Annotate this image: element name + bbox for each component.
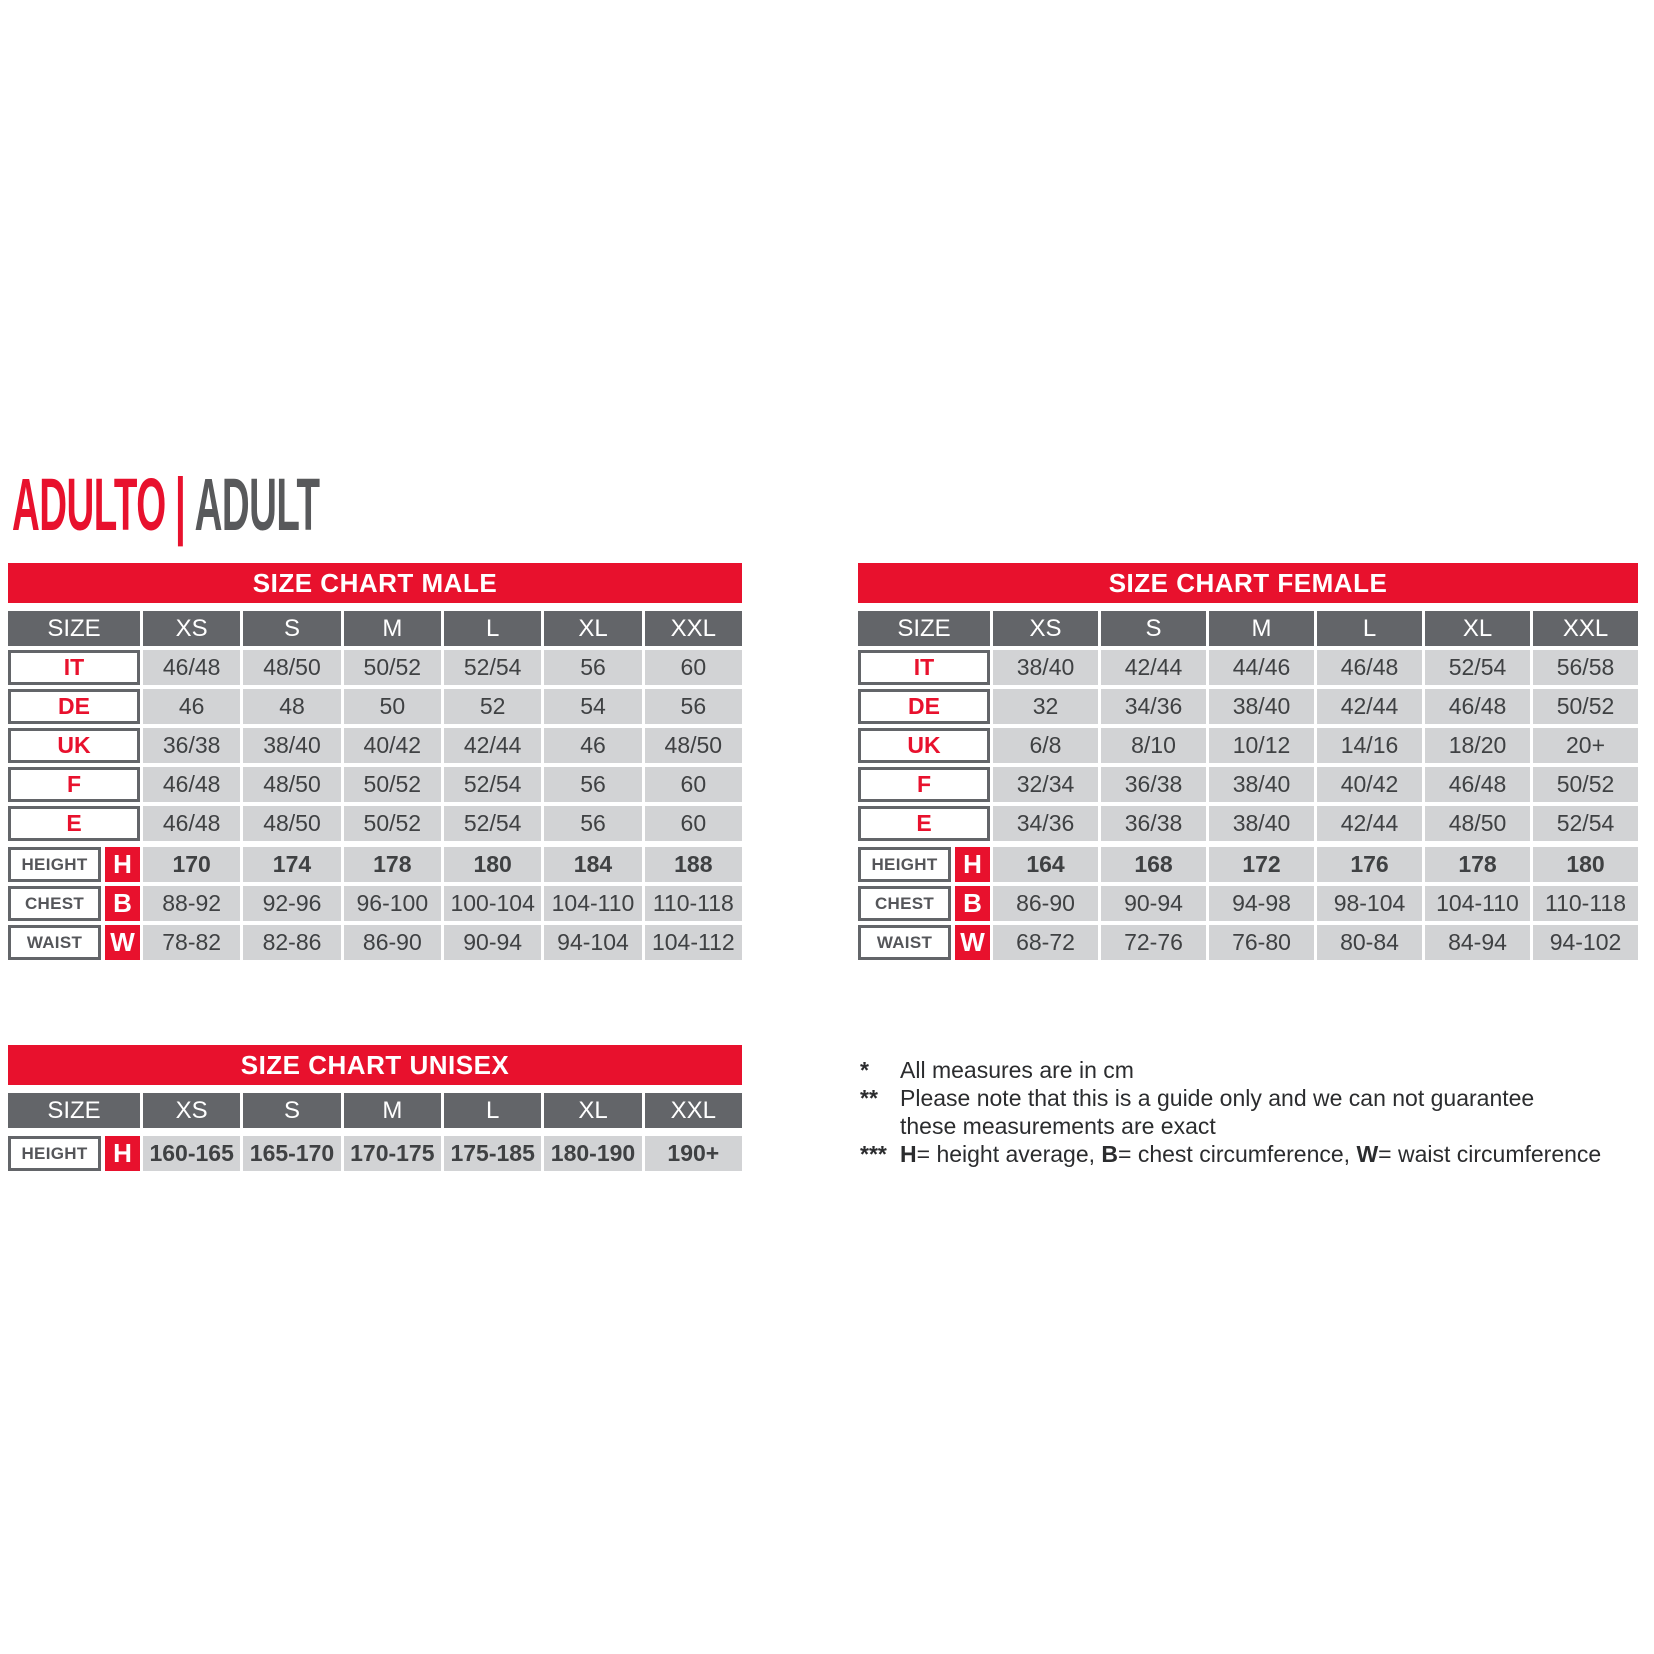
size-value: 44/46	[1209, 650, 1314, 685]
footnotes	[860, 1056, 1654, 1168]
male-col-xxl: XXL	[645, 611, 742, 646]
female-column-header-row	[858, 611, 1638, 646]
waist-value: 82-86	[243, 925, 340, 960]
size-chart-unisex	[8, 1045, 742, 1175]
chest-value: 88-92	[143, 886, 240, 921]
male-col-s: S	[243, 611, 340, 646]
height-value: 178	[1425, 847, 1530, 882]
male-row-waist	[8, 925, 742, 960]
size-value: 18/20	[1425, 728, 1530, 763]
size-value: 54	[544, 689, 641, 724]
size-value: 46	[143, 689, 240, 724]
footnote-marker: ***	[860, 1141, 887, 1167]
size-chart-male-title: SIZE CHART MALE	[8, 563, 742, 603]
size-value: 52/54	[1425, 650, 1530, 685]
female-size-header-cell: SIZE	[858, 611, 990, 646]
height-value: 170-175	[344, 1136, 441, 1171]
waist-value: 94-104	[544, 925, 641, 960]
size-value: 46/48	[1317, 650, 1422, 685]
height-value: 175-185	[444, 1136, 541, 1171]
footnote-measures-cm	[860, 1056, 1654, 1084]
size-value: 46/48	[1425, 689, 1530, 724]
size-value: 34/36	[993, 806, 1098, 841]
chest-label: CHEST	[858, 886, 951, 921]
female-row-e	[858, 806, 1638, 841]
footnote-text-line1: Please note that this is a guide only and we can not guarantee	[900, 1085, 1535, 1111]
chest-value: 92-96	[243, 886, 340, 921]
height-value: 174	[243, 847, 340, 882]
size-value: 36/38	[1101, 767, 1206, 802]
female-row-label-e: E	[858, 806, 990, 841]
height-value: 180-190	[544, 1136, 641, 1171]
title-secondary: ADULT	[194, 463, 320, 546]
size-value: 48/50	[645, 728, 742, 763]
male-col-xs: XS	[143, 611, 240, 646]
female-col-s: S	[1101, 611, 1206, 646]
legend-w-text: = waist circumference	[1378, 1141, 1602, 1167]
height-value: 180	[444, 847, 541, 882]
legend-h-text: = height average,	[916, 1141, 1102, 1167]
height-value: 165-170	[243, 1136, 340, 1171]
size-chart-male	[8, 563, 742, 964]
male-row-e	[8, 806, 742, 841]
footnote-text-line2: these measurements are exact	[900, 1113, 1216, 1139]
size-value: 38/40	[1209, 767, 1314, 802]
female-row-waist	[858, 925, 1638, 960]
size-value: 42/44	[1317, 689, 1422, 724]
height-value: 168	[1101, 847, 1206, 882]
footnote-marker: *	[860, 1057, 869, 1083]
chest-label: CHEST	[8, 886, 101, 921]
size-value: 56	[645, 689, 742, 724]
size-value: 20+	[1533, 728, 1638, 763]
male-row-uk	[8, 728, 742, 763]
size-value: 38/40	[243, 728, 340, 763]
size-value: 60	[645, 806, 742, 841]
male-col-xl: XL	[544, 611, 641, 646]
size-value: 10/12	[1209, 728, 1314, 763]
size-value: 52/54	[1533, 806, 1638, 841]
male-row-it	[8, 650, 742, 685]
size-value: 46/48	[143, 806, 240, 841]
waist-label: WAIST	[8, 925, 101, 960]
size-value: 50/52	[344, 806, 441, 841]
male-row-f	[8, 767, 742, 802]
height-value: 180	[1533, 847, 1638, 882]
height-value: 184	[544, 847, 641, 882]
female-chest-label-group	[858, 886, 990, 921]
size-value: 46/48	[143, 650, 240, 685]
waist-value: 86-90	[344, 925, 441, 960]
height-label: HEIGHT	[8, 1136, 101, 1171]
male-row-de	[8, 689, 742, 724]
male-row-label-f: F	[8, 767, 140, 802]
size-value: 56	[544, 767, 641, 802]
chest-letter-badge: B	[955, 886, 990, 921]
waist-value: 94-102	[1533, 925, 1638, 960]
female-height-label-group	[858, 847, 990, 882]
height-label: HEIGHT	[8, 847, 101, 882]
unisex-col-xxl: XXL	[645, 1093, 742, 1128]
waist-label: WAIST	[858, 925, 951, 960]
size-value: 42/44	[444, 728, 541, 763]
female-measure-section	[858, 847, 1638, 960]
waist-value: 78-82	[143, 925, 240, 960]
height-value: 160-165	[143, 1136, 240, 1171]
size-chart-female	[858, 563, 1638, 964]
male-col-m: M	[344, 611, 441, 646]
size-value: 32	[993, 689, 1098, 724]
male-row-label-it: IT	[8, 650, 140, 685]
size-value: 40/42	[1317, 767, 1422, 802]
height-value: 170	[143, 847, 240, 882]
female-row-label-f: F	[858, 767, 990, 802]
footnote-legend	[860, 1140, 1654, 1168]
female-col-xxl: XXL	[1533, 611, 1638, 646]
size-value: 46/48	[1425, 767, 1530, 802]
chest-value: 86-90	[993, 886, 1098, 921]
chest-value: 104-110	[544, 886, 641, 921]
height-value: 164	[993, 847, 1098, 882]
size-value: 60	[645, 767, 742, 802]
title-primary: ADULTO	[12, 463, 166, 546]
unisex-col-m: M	[344, 1093, 441, 1128]
footnote-text	[900, 1084, 1654, 1140]
unisex-col-xs: XS	[143, 1093, 240, 1128]
female-col-m: M	[1209, 611, 1314, 646]
height-value: 178	[344, 847, 441, 882]
size-value: 8/10	[1101, 728, 1206, 763]
unisex-column-header-row	[8, 1093, 742, 1128]
male-row-label-de: DE	[8, 689, 140, 724]
male-column-header-row	[8, 611, 742, 646]
waist-value: 76-80	[1209, 925, 1314, 960]
waist-value: 90-94	[444, 925, 541, 960]
waist-letter-badge: W	[955, 925, 990, 960]
size-value: 52/54	[444, 650, 541, 685]
size-value: 50	[344, 689, 441, 724]
size-value: 46/48	[143, 767, 240, 802]
female-row-chest	[858, 886, 1638, 921]
footnote-guide-only	[860, 1084, 1654, 1140]
unisex-col-l: L	[444, 1093, 541, 1128]
height-value: 176	[1317, 847, 1422, 882]
chest-value: 110-118	[645, 886, 742, 921]
size-value: 60	[645, 650, 742, 685]
size-chart-female-title: SIZE CHART FEMALE	[858, 563, 1638, 603]
size-value: 50/52	[1533, 689, 1638, 724]
female-row-uk	[858, 728, 1638, 763]
waist-value: 84-94	[1425, 925, 1530, 960]
size-value: 50/52	[1533, 767, 1638, 802]
male-measure-section	[8, 847, 742, 960]
size-chart-unisex-title: SIZE CHART UNISEX	[8, 1045, 742, 1085]
unisex-size-header-cell: SIZE	[8, 1093, 140, 1128]
size-value: 42/44	[1101, 650, 1206, 685]
female-col-xs: XS	[993, 611, 1098, 646]
height-letter-badge: H	[105, 1136, 140, 1171]
size-value: 46	[544, 728, 641, 763]
size-value: 38/40	[993, 650, 1098, 685]
legend-h: H	[900, 1141, 917, 1167]
size-value: 48/50	[243, 806, 340, 841]
male-row-height	[8, 847, 742, 882]
size-value: 34/36	[1101, 689, 1206, 724]
size-value: 50/52	[344, 650, 441, 685]
height-letter-badge: H	[955, 847, 990, 882]
male-row-label-uk: UK	[8, 728, 140, 763]
male-height-label-group	[8, 847, 140, 882]
height-letter-badge: H	[105, 847, 140, 882]
size-value: 36/38	[143, 728, 240, 763]
size-value: 48	[243, 689, 340, 724]
size-value: 56/58	[1533, 650, 1638, 685]
male-row-chest	[8, 886, 742, 921]
size-value: 40/42	[344, 728, 441, 763]
chest-value: 90-94	[1101, 886, 1206, 921]
waist-letter-badge: W	[105, 925, 140, 960]
unisex-col-s: S	[243, 1093, 340, 1128]
female-col-xl: XL	[1425, 611, 1530, 646]
footnote-marker: **	[860, 1085, 878, 1111]
male-waist-label-group	[8, 925, 140, 960]
size-value: 50/52	[344, 767, 441, 802]
chest-value: 104-110	[1425, 886, 1530, 921]
height-label: HEIGHT	[858, 847, 951, 882]
size-value: 32/34	[993, 767, 1098, 802]
chest-value: 96-100	[344, 886, 441, 921]
height-value: 188	[645, 847, 742, 882]
chest-value: 98-104	[1317, 886, 1422, 921]
size-value: 14/16	[1317, 728, 1422, 763]
female-waist-label-group	[858, 925, 990, 960]
size-value: 48/50	[243, 767, 340, 802]
size-value: 56	[544, 650, 641, 685]
size-value: 38/40	[1209, 689, 1314, 724]
page-title	[12, 463, 320, 546]
unisex-height-label-group	[8, 1136, 140, 1171]
male-size-header-cell: SIZE	[8, 611, 140, 646]
chest-value: 94-98	[1209, 886, 1314, 921]
female-row-f	[858, 767, 1638, 802]
female-row-label-uk: UK	[858, 728, 990, 763]
size-value: 48/50	[243, 650, 340, 685]
size-value: 36/38	[1101, 806, 1206, 841]
chest-letter-badge: B	[105, 886, 140, 921]
legend-b: B	[1101, 1141, 1119, 1167]
legend-w: W	[1356, 1141, 1379, 1167]
size-value: 52	[444, 689, 541, 724]
size-value: 48/50	[1425, 806, 1530, 841]
size-value: 38/40	[1209, 806, 1314, 841]
unisex-measure-section	[8, 1136, 742, 1171]
height-value: 190+	[645, 1136, 742, 1171]
footnote-text: All measures are in cm	[900, 1057, 1134, 1083]
footnote-text	[900, 1140, 1654, 1168]
male-chest-label-group	[8, 886, 140, 921]
title-separator: |	[175, 463, 186, 546]
unisex-row-height	[8, 1136, 742, 1171]
female-row-label-it: IT	[858, 650, 990, 685]
female-row-it	[858, 650, 1638, 685]
waist-value: 72-76	[1101, 925, 1206, 960]
unisex-col-xl: XL	[544, 1093, 641, 1128]
male-row-label-e: E	[8, 806, 140, 841]
legend-b-text: = chest circumference,	[1118, 1141, 1357, 1167]
female-col-l: L	[1317, 611, 1422, 646]
size-value: 6/8	[993, 728, 1098, 763]
waist-value: 104-112	[645, 925, 742, 960]
male-col-l: L	[444, 611, 541, 646]
waist-value: 68-72	[993, 925, 1098, 960]
chest-value: 110-118	[1533, 886, 1638, 921]
size-value: 52/54	[444, 767, 541, 802]
female-row-de	[858, 689, 1638, 724]
size-value: 56	[544, 806, 641, 841]
height-value: 172	[1209, 847, 1314, 882]
female-row-height	[858, 847, 1638, 882]
size-value: 42/44	[1317, 806, 1422, 841]
waist-value: 80-84	[1317, 925, 1422, 960]
chest-value: 100-104	[444, 886, 541, 921]
female-row-label-de: DE	[858, 689, 990, 724]
size-value: 52/54	[444, 806, 541, 841]
